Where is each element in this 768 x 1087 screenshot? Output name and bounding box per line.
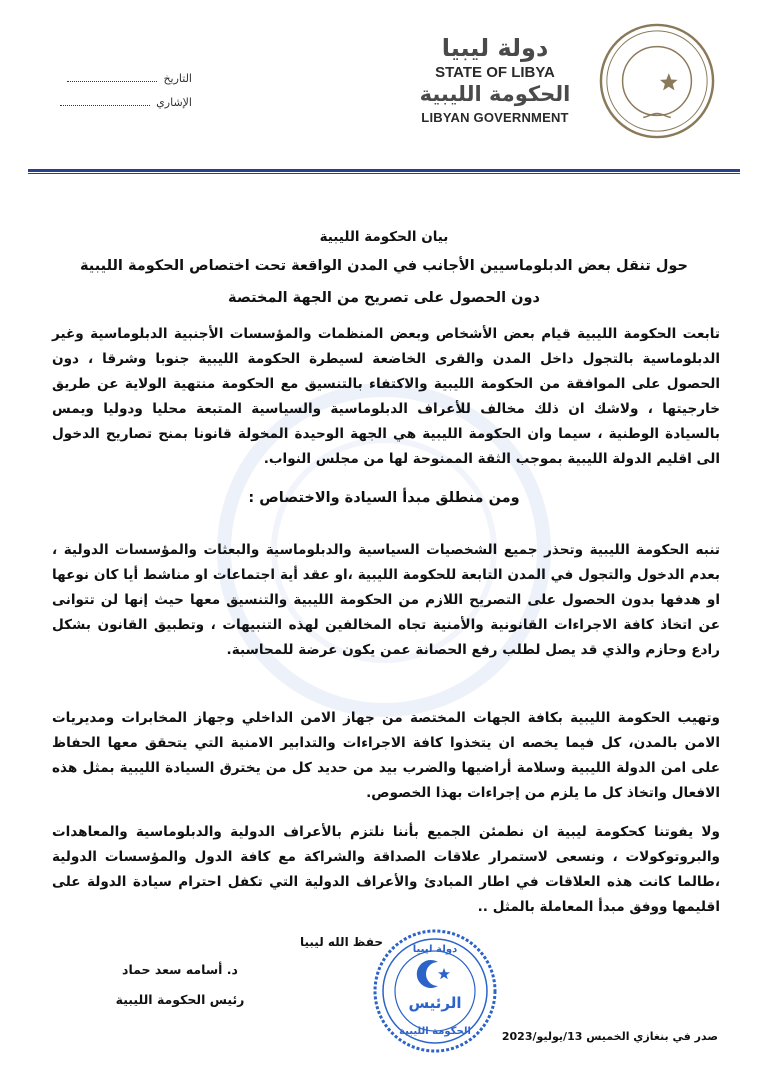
date-blank <box>67 81 157 82</box>
date-label: التاريخ <box>163 72 192 85</box>
paragraph-3: وتهيب الحكومة الليبية بكافة الجهات المختصة من جهاز الامن الداخلي وجهاز المخابرات ومديريات الامن بالمدن، كل فيما يخصه ان يتخذوا كافة الاجراءات والتدابير الامنية التي يتحقق معها الحفاظ على امن الدولة الليبية وسلامة أراضيها والضرب بيد من حديد كل من يخترق السيادة الليبية بمثل هذه الافعال واتخاذ كل ما يلزم من إجراءات بهذا الخصوص. <box>52 710 720 801</box>
stamp-top-text: دولة ليبيا <box>412 944 458 955</box>
statement-title: بيان الحكومة الليبية <box>319 229 449 245</box>
date-field <box>52 72 192 85</box>
paragraph-subhead: ومن منطلق مبدأ السيادة والاختصاص : <box>248 490 520 506</box>
government-emblem-icon <box>598 22 716 140</box>
statement-subject: حول تنقل بعض الدبلوماسيين الأجانب في المدن الواقعة تحت اختصاص الحكومة الليبية <box>80 258 688 274</box>
statement-subject-cont: دون الحصول على تصريح من الجهة المختصة <box>228 290 540 306</box>
header-rule-thin <box>28 173 740 174</box>
closing-blessing: حفظ الله ليبيا <box>300 935 383 949</box>
letterhead-state-ar: دولة ليبيا <box>441 34 549 62</box>
paragraph-2: تنبه الحكومة الليبية وتحذر جميع الشخصيات السياسية والدبلوماسية والبعثات والمؤسسات الدولية ، بعدم الدخول والتجول في المدن التابعة للحكومة الليبية ،او عقد أية اجتماعات او مناشط أيا كان نوعها او هدفها بدون الحصول على التصريح اللازم من الحكومة الليبية والتنسيق معها حيث إنها لن تتوانى عن اتخاذ كافة الاجراءات القانونية والأمنية تجاه المخالفين لهذه التنبيهات ، وتطبيق القانون بشكل رادع وحازم والذي قد يصل لطلب رفع الحصانة عمن يكون عرضة للمحاسبة. <box>52 542 720 658</box>
stamp-bottom-text: الحكومة الليبية <box>399 1026 471 1037</box>
signer-title: رئيس الحكومة الليبية <box>115 992 245 1007</box>
paragraph-4: ولا يفوتنا كحكومة ليبية ان نطمئن الجميع بأننا نلتزم بالأعراف الدولية والدبلوماسية والمعاهدات والبروتوكولات ، ونسعى لاستمرار علاقات الصداقة والشراكة مع كافة الدول والمؤسسات الدولية ،طالما كانت هذه العلاقات في اطار المبادئ والأعراف الدولية التي تكفل احترام سيادة الدولة على اقليمها ووفق مبدأ المعاملة بالمثل .. <box>52 824 720 915</box>
reference-field <box>52 96 192 109</box>
issued-place-date: صدر في بنغازي الخميس 13/يوليو/2023 <box>501 1030 718 1043</box>
reference-label: الإشاري <box>156 96 192 109</box>
letterhead-gov-ar: الحكومة الليبية <box>419 82 571 106</box>
reference-blank <box>60 105 150 106</box>
signer-name: د. أسامه سعد حماد <box>122 962 238 977</box>
header-rule <box>28 169 740 172</box>
letterhead-gov-en: LIBYAN GOVERNMENT <box>421 110 569 125</box>
stamp-mid-text: الرئيس <box>408 994 462 1012</box>
paragraph-1: تابعت الحكومة الليبية قيام بعض الأشخاص وبعض المنظمات والمؤسسات الأجنبية الدبلوماسية وغير الدبلوماسية بالتجول داخل المدن والقرى الخاضعة لسيطرة الحكومة الليبية جنوبا وشرقا ، دون الحصول على الموافقة من الحكومة الليبية والاكتفاء بالتنسيق مع الحكومة منتهية الولاية عن طريق خارجيتها ، ولاشك ان ذلك مخالف للأعراف الدبلوماسية والسياسية المتبعة محليا ودوليا ويمس بالسيادة الوطنية ، سيما وان الحكومة الليبية هي الجهة الوحيدة المخولة قانونا بمنح تصاريح الدخول الى اقليم الدولة الليبية بموجب الثقة الممنوحة لها من مجلس النواب. <box>52 326 720 467</box>
letterhead-state-en: STATE OF LIBYA <box>435 64 555 81</box>
